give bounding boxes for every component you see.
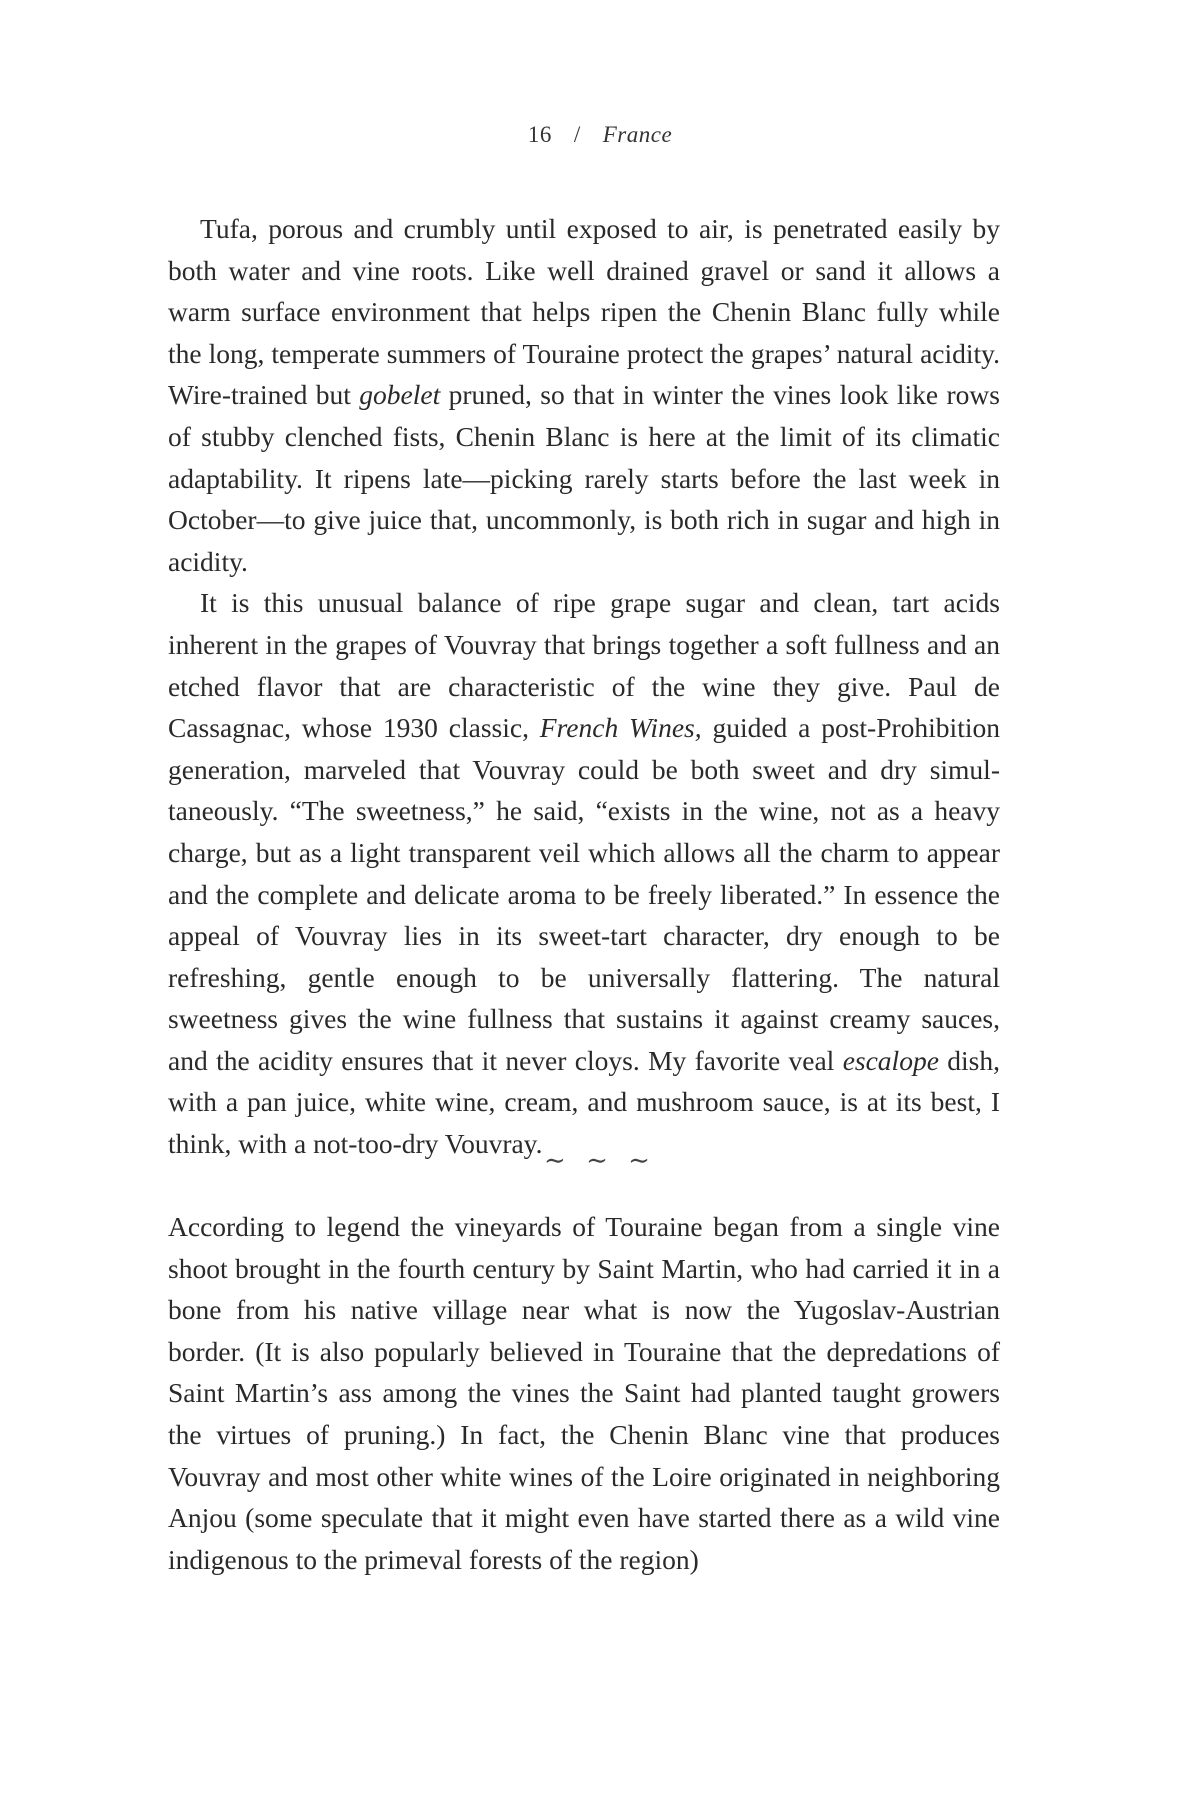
italic-term: escalope	[842, 1044, 939, 1076]
paragraph	[168, 1206, 1000, 1580]
section-break-ornament: ∼ ∼ ∼	[544, 1146, 656, 1176]
paragraph	[168, 582, 1000, 1164]
text-segment: It is this unusual balance of ripe grape sugar and clean, tart acids inherent in the grapes of Vouvray that brings together a soft fullness and an etched flavor that are characteristic of the wine they give. Paul de Cassagnac, whose 1930 classic,	[168, 587, 1000, 744]
italic-book-title: French Wines,	[539, 712, 702, 744]
header-separator: /	[573, 122, 581, 147]
text-segment: dish, with a pan juice, white wine, cream, and mushroom sauce, is at its best, I think, with a not-too-dry Vouvray.	[168, 1044, 1000, 1160]
text-segment: guided a post-Prohibition generation, marveled that Vouvray could be both sweet and dry simultaneously. “The sweetness,” he said, “exists in the wine, not as a heavy charge, but as a light transparent veil which allows all the charm to appear and the complete and delicate aroma to be freely liberated.” In essence the appeal of Vouvray lies in its sweet-tart character, dry enough to be refreshing, gentle enough to be universally flattering. The natural sweetness gives the wine fullness that sustains it against creamy sauces, and the acidity ensures that it never cloys. My favorite veal	[168, 712, 1000, 1076]
text-segment: Tufa, porous and crumbly until exposed to air, is penetrated easily by both water and vine roots. Like well drained gravel or sand it allows a warm surface environment that helps ripen the Chenin Blanc fully while the long, temperate summers of Touraine protect the grapes’ natural acidity. Wire-trained but	[168, 213, 1000, 411]
paragraph	[168, 208, 1000, 582]
text-segment: pruned, so that in winter the vines look like rows of stubby clenched fists, Chenin Blanc is here at the limit of its climatic adaptability. It ripens late—picking rarely starts before the last week in October—to give juice that, uncommonly, is both rich in sugar and high in acidity.	[168, 379, 1000, 577]
body-text-before-break	[168, 208, 1000, 1165]
section-title: France	[602, 122, 673, 147]
running-head	[0, 122, 1200, 148]
page-number: 16	[527, 122, 552, 147]
body-text-after-break	[168, 1206, 1000, 1580]
text-segment: According to legend the vineyards of Touraine began from a single vine shoot brought in the fourth century by Saint Martin, who had carried it in a bone from his native village near what is now the Yugoslav-Austrian border. (It is also popularly believed in Touraine that the depredations of Saint Martin’s ass among the vines the Saint had planted taught growers the virtues of pruning.) In fact, the Chenin Blanc vine that produces Vouvray and most other white wines of the Loire originated in neighboring Anjou (some speculate that it might even have started there as a wild vine indigenous to the primeval forests of the region)	[168, 1211, 1000, 1575]
italic-term: gobelet	[359, 379, 441, 411]
